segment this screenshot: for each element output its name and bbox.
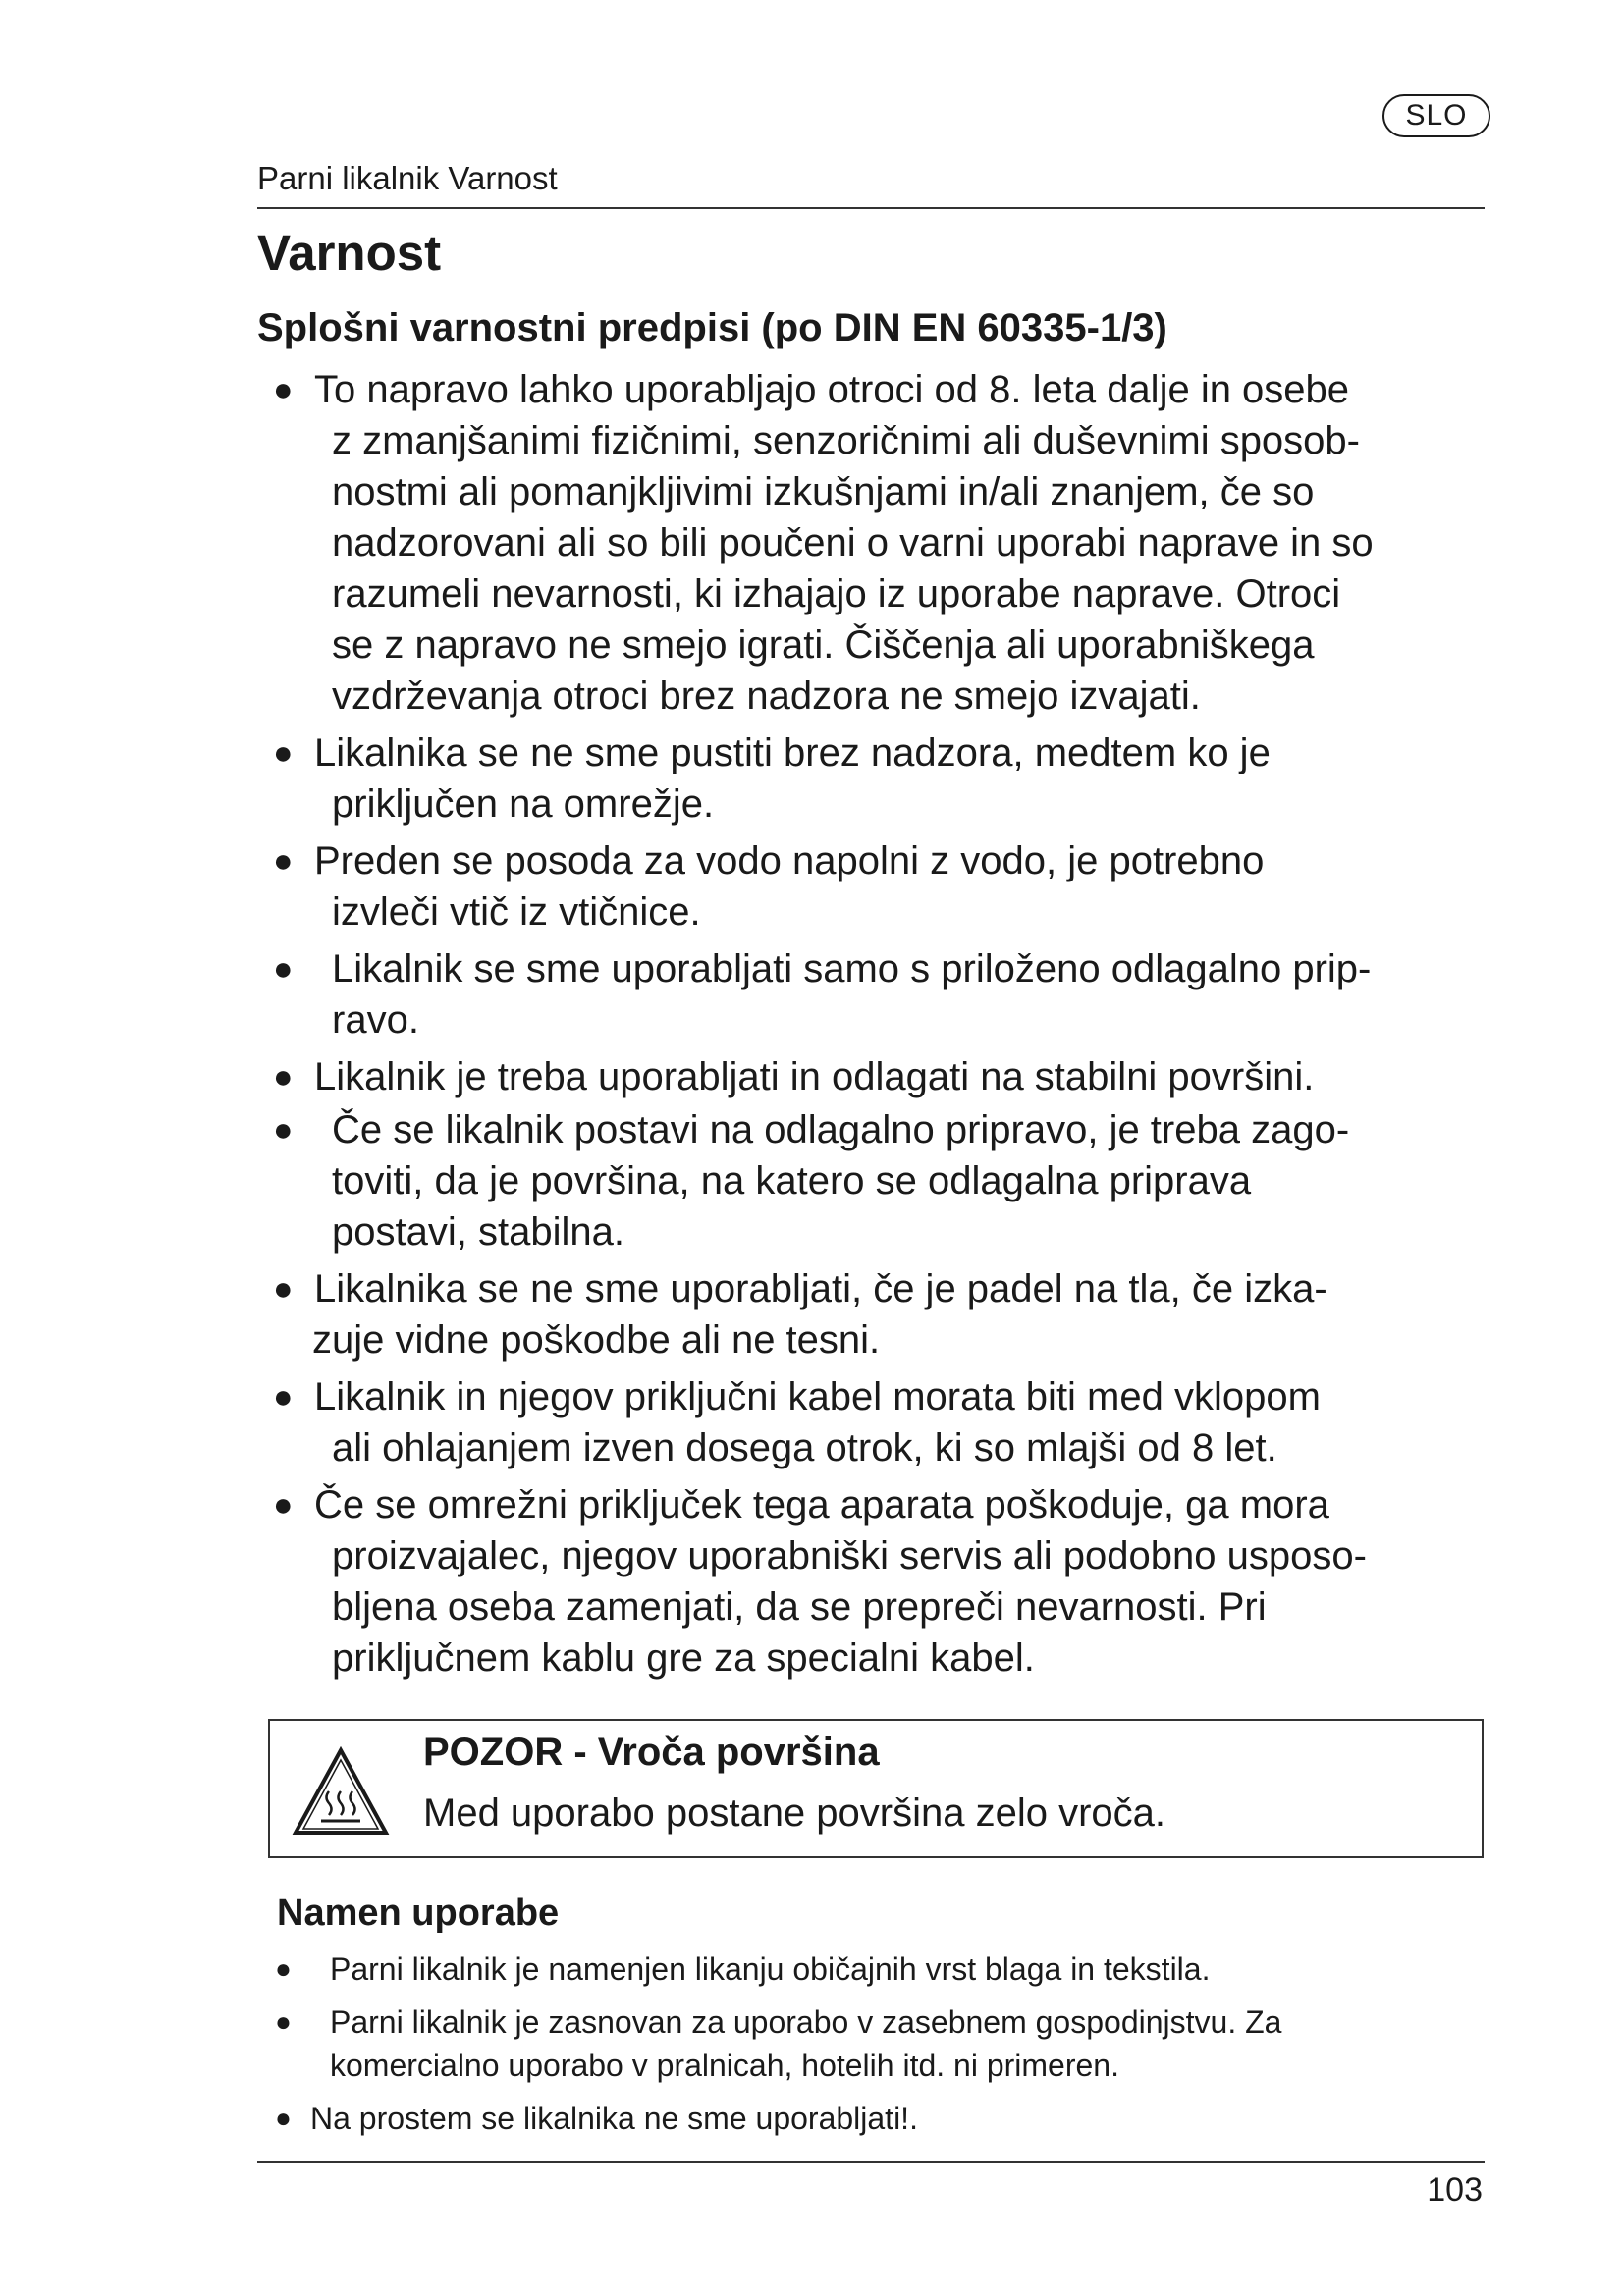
line: toviti, da je površina, na katero se odlagalna priprava bbox=[332, 1159, 1252, 1202]
bullet-icon: ● bbox=[273, 1058, 294, 1095]
section-subtitle: Splošni varnostni predpisi (po DIN EN 60335-1/3) bbox=[257, 306, 1167, 349]
safety-item bbox=[273, 943, 1500, 1045]
safety-item bbox=[273, 1051, 1500, 1102]
line: postavi, stabilna. bbox=[332, 1210, 624, 1254]
line: vzdrževanja otroci brez nadzora ne smejo izvajati. bbox=[332, 674, 1201, 718]
hot-surface-warning-icon bbox=[292, 1746, 390, 1837]
line: nostmi ali pomanjkljivimi izkušnjami in/ali znanjem, če so bbox=[332, 470, 1315, 513]
warning-box bbox=[268, 1719, 1484, 1858]
line: ravo. bbox=[332, 998, 419, 1041]
bullet-icon: ● bbox=[273, 734, 294, 772]
running-header: Parni likalnik Varnost bbox=[257, 160, 558, 196]
line: Če se likalnik postavi na odlagalno pripravo, je treba zago- bbox=[332, 1108, 1350, 1151]
bullet-icon: ● bbox=[275, 1953, 292, 1984]
line: priključen na omrežje. bbox=[332, 782, 715, 826]
line: Parni likalnik je zasnovan za uporabo v zasebnem gospodinjstvu. Za bbox=[330, 2004, 1282, 2040]
safety-list bbox=[273, 364, 1500, 1683]
bullet-icon: ● bbox=[273, 1378, 294, 1415]
line: priključnem kablu gre za specialni kabel. bbox=[332, 1636, 1035, 1680]
bullet-icon: ● bbox=[275, 2006, 292, 2037]
line: proizvajalec, njegov uporabniški servis ali podobno usposo- bbox=[332, 1534, 1367, 1577]
bullet-icon: ● bbox=[273, 950, 294, 988]
warning-text: Med uporabo postane površina zelo vroča. bbox=[423, 1791, 1166, 1835]
safety-item bbox=[273, 1479, 1500, 1683]
use-item bbox=[275, 1948, 1492, 1991]
intended-use-title: Namen uporabe bbox=[277, 1893, 560, 1934]
header-rule bbox=[257, 207, 1485, 209]
line: Likalnik in njegov priključni kabel morata biti med vklopom bbox=[314, 1375, 1321, 1418]
bullet-icon: ● bbox=[275, 2103, 292, 2133]
line: nadzorovani ali so bili poučeni o varni uporabi naprave in so bbox=[332, 521, 1374, 564]
safety-item bbox=[273, 727, 1500, 829]
safety-item bbox=[273, 835, 1500, 937]
use-item bbox=[275, 2001, 1492, 2087]
use-item bbox=[275, 2097, 1492, 2140]
safety-item bbox=[273, 364, 1500, 721]
line: ali ohlajanjem izven dosega otrok, ki so mlajši od 8 let. bbox=[332, 1426, 1277, 1469]
page-number: 103 bbox=[1427, 2171, 1483, 2209]
safety-item bbox=[273, 1371, 1500, 1473]
warning-title: POZOR - Vroča površina bbox=[423, 1731, 880, 1774]
line: Na prostem se likalnika ne sme uporabljati!. bbox=[310, 2101, 918, 2136]
bullet-icon: ● bbox=[273, 1111, 294, 1148]
line: razumeli nevarnosti, ki izhajajo iz uporabe naprave. Otroci bbox=[332, 572, 1341, 615]
line: z zmanjšanimi fizičnimi, senzoričnimi ali duševnimi sposob- bbox=[332, 419, 1360, 462]
line: bljena oseba zamenjati, da se prepreči nevarnosti. Pri bbox=[332, 1585, 1267, 1629]
line: Preden se posoda za vodo napolni z vodo, je potrebno bbox=[314, 839, 1265, 882]
section-title: Varnost bbox=[257, 225, 442, 281]
line: izvleči vtič iz vtičnice. bbox=[332, 890, 701, 934]
line: komercialno uporabo v pralnicah, hotelih itd. ni primeren. bbox=[330, 2048, 1119, 2083]
line: Likalnik se sme uporabljati samo s priloženo odlagalno prip- bbox=[332, 947, 1372, 990]
bullet-icon: ● bbox=[273, 371, 294, 408]
line: se z napravo ne smejo igrati. Čiščenja ali uporabniškega bbox=[332, 623, 1315, 667]
line: Če se omrežni priključek tega aparata poškoduje, ga mora bbox=[314, 1483, 1329, 1526]
line: To napravo lahko uporabljajo otroci od 8. leta dalje in osebe bbox=[314, 368, 1350, 411]
footer-rule bbox=[257, 2161, 1485, 2163]
line: Likalnik je treba uporabljati in odlagati na stabilni površini. bbox=[314, 1055, 1315, 1098]
language-badge: SLO bbox=[1382, 94, 1490, 137]
line: Likalnika se ne sme uporabljati, če je padel na tla, če izka- bbox=[314, 1267, 1327, 1310]
safety-item bbox=[273, 1104, 1500, 1257]
bullet-icon: ● bbox=[273, 1486, 294, 1523]
line: Likalnika se ne sme pustiti brez nadzora, medtem ko je bbox=[314, 731, 1271, 774]
line: Parni likalnik je namenjen likanju običajnih vrst blaga in tekstila. bbox=[330, 1951, 1211, 1987]
bullet-icon: ● bbox=[273, 1270, 294, 1308]
intended-use-list bbox=[275, 1948, 1492, 2150]
safety-item bbox=[273, 1263, 1500, 1365]
bullet-icon: ● bbox=[273, 842, 294, 880]
line: zuje vidne poškodbe ali ne tesni. bbox=[312, 1318, 881, 1362]
